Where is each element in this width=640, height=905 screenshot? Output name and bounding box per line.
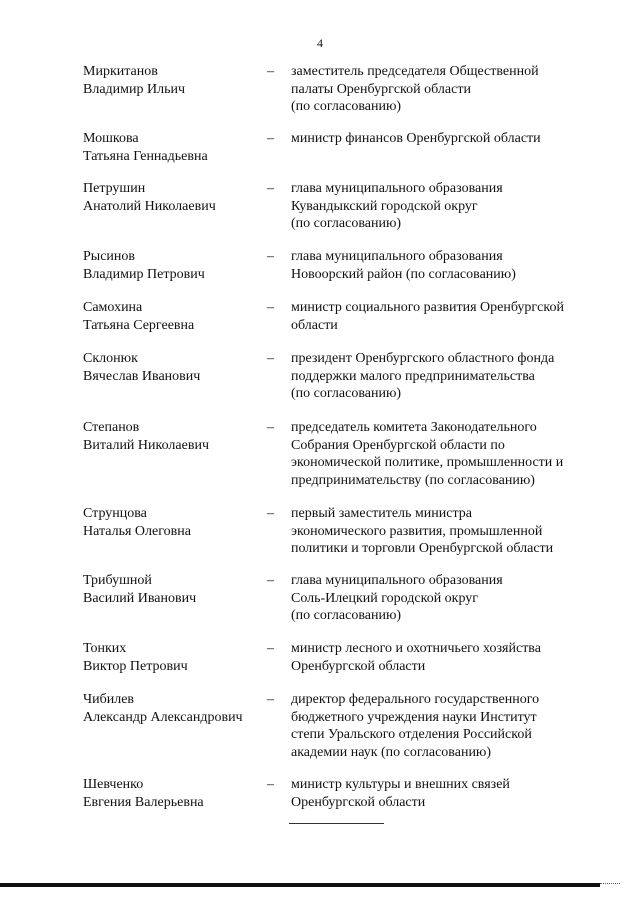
member-name: [83, 350, 263, 385]
member-role: [291, 63, 591, 116]
member-given-names: Владимир Петрович: [83, 266, 205, 282]
member-given-names: Евгения Валерьевна: [83, 794, 204, 810]
member-surname: Трибушной: [83, 573, 152, 588]
member-role: [291, 299, 591, 334]
member-given-names: Виталий Николаевич: [83, 437, 209, 453]
role-line: экономического развития, промышленной: [291, 523, 543, 539]
separator-dash: –: [267, 181, 274, 196]
role-line: (по согласованию): [291, 99, 402, 114]
separator-dash: –: [267, 692, 274, 707]
role-line: палаты Оренбургской области: [291, 81, 471, 97]
member-name: [83, 248, 263, 283]
member-name: [83, 691, 263, 726]
member-surname: Самохина: [83, 300, 143, 315]
member-surname: Мошкова: [83, 131, 139, 146]
role-line: министр финансов Оренбургской области: [291, 131, 541, 146]
member-given-names: Татьяна Геннадьевна: [83, 148, 208, 164]
member-given-names: Татьяна Сергеевна: [83, 317, 195, 333]
role-line: предпринимательству (по согласованию): [291, 472, 535, 488]
role-line: степи Уральского отделения Российской: [291, 727, 532, 742]
role-line: (по согласованию): [291, 216, 402, 231]
member-name: [83, 505, 263, 540]
member-given-names: Вячеслав Иванович: [83, 368, 201, 384]
role-line: Собрания Оренбургской области по: [291, 437, 505, 453]
member-name: [83, 63, 263, 98]
member-role: [291, 180, 591, 233]
role-line: глава муниципального образования: [291, 249, 503, 264]
member-surname: Рысинов: [83, 249, 136, 264]
member-role: [291, 691, 591, 761]
scan-bottom-edge: [0, 883, 600, 887]
member-role: [291, 640, 591, 675]
separator-dash: –: [267, 777, 274, 792]
page-number: 4: [317, 36, 323, 50]
role-line: области: [291, 317, 338, 333]
end-of-list-rule: [289, 823, 384, 824]
member-given-names: Владимир Ильич: [83, 81, 186, 97]
member-surname: Склонюк: [83, 351, 138, 366]
role-line: академии наук (по согласованию): [291, 744, 492, 760]
role-line: первый заместитель министра: [291, 506, 472, 521]
member-given-names: Анатолий Николаевич: [83, 198, 216, 214]
role-line: министр культуры и внешних связей: [291, 777, 510, 792]
member-given-names: Александр Александрович: [83, 709, 243, 725]
member-name: [83, 419, 263, 454]
member-surname: Степанов: [83, 420, 140, 435]
member-given-names: Василий Иванович: [83, 590, 197, 606]
role-line: заместитель председателя Общественной: [291, 64, 539, 79]
separator-dash: –: [267, 420, 274, 435]
role-line: Соль-Илецкий городской округ: [291, 590, 479, 606]
member-name: [83, 640, 263, 675]
separator-dash: –: [267, 300, 274, 315]
member-role: [291, 776, 591, 811]
role-line: директор федерального государственного: [291, 692, 540, 707]
role-line: Оренбургской области: [291, 794, 426, 810]
role-line: (по согласованию): [291, 386, 402, 401]
separator-dash: –: [267, 573, 274, 588]
member-role: [291, 130, 591, 148]
member-surname: Чибилев: [83, 692, 135, 707]
role-line: министр социального развития Оренбургской: [291, 300, 564, 315]
member-surname: Шевченко: [83, 777, 144, 792]
member-name: [83, 130, 263, 165]
separator-dash: –: [267, 249, 274, 264]
member-surname: Струнцова: [83, 506, 147, 521]
separator-dash: –: [267, 131, 274, 146]
member-surname: Тонких: [83, 641, 127, 656]
separator-dash: –: [267, 64, 274, 79]
member-role: [291, 350, 591, 403]
member-given-names: Наталья Олеговна: [83, 523, 191, 539]
member-surname: Петрушин: [83, 181, 146, 196]
member-surname: Миркитанов: [83, 64, 158, 79]
member-name: [83, 180, 263, 215]
scan-edge-mark: [600, 883, 620, 884]
member-role: [291, 248, 591, 283]
member-given-names: Виктор Петрович: [83, 658, 188, 674]
member-name: [83, 299, 263, 334]
role-line: Оренбургской области: [291, 658, 426, 674]
role-line: глава муниципального образования: [291, 573, 503, 588]
role-line: Новоорский район (по согласованию): [291, 266, 516, 282]
role-line: поддержки малого предпринимательства: [291, 368, 535, 384]
member-name: [83, 776, 263, 811]
role-line: председатель комитета Законодательного: [291, 420, 537, 435]
role-line: глава муниципального образования: [291, 181, 503, 196]
role-line: министр лесного и охотничьего хозяйства: [291, 641, 541, 656]
role-line: президент Оренбургского областного фонда: [291, 351, 555, 366]
member-role: [291, 572, 591, 625]
role-line: (по согласованию): [291, 608, 402, 623]
role-line: политики и торговли Оренбургской области: [291, 541, 554, 556]
role-line: экономической политике, промышленности и: [291, 455, 564, 470]
separator-dash: –: [267, 641, 274, 656]
member-role: [291, 505, 591, 558]
separator-dash: –: [267, 351, 274, 366]
role-line: Кувандыкский городской округ: [291, 198, 478, 214]
member-role: [291, 419, 591, 489]
member-name: [83, 572, 263, 607]
role-line: бюджетного учреждения науки Институт: [291, 709, 537, 725]
separator-dash: –: [267, 506, 274, 521]
